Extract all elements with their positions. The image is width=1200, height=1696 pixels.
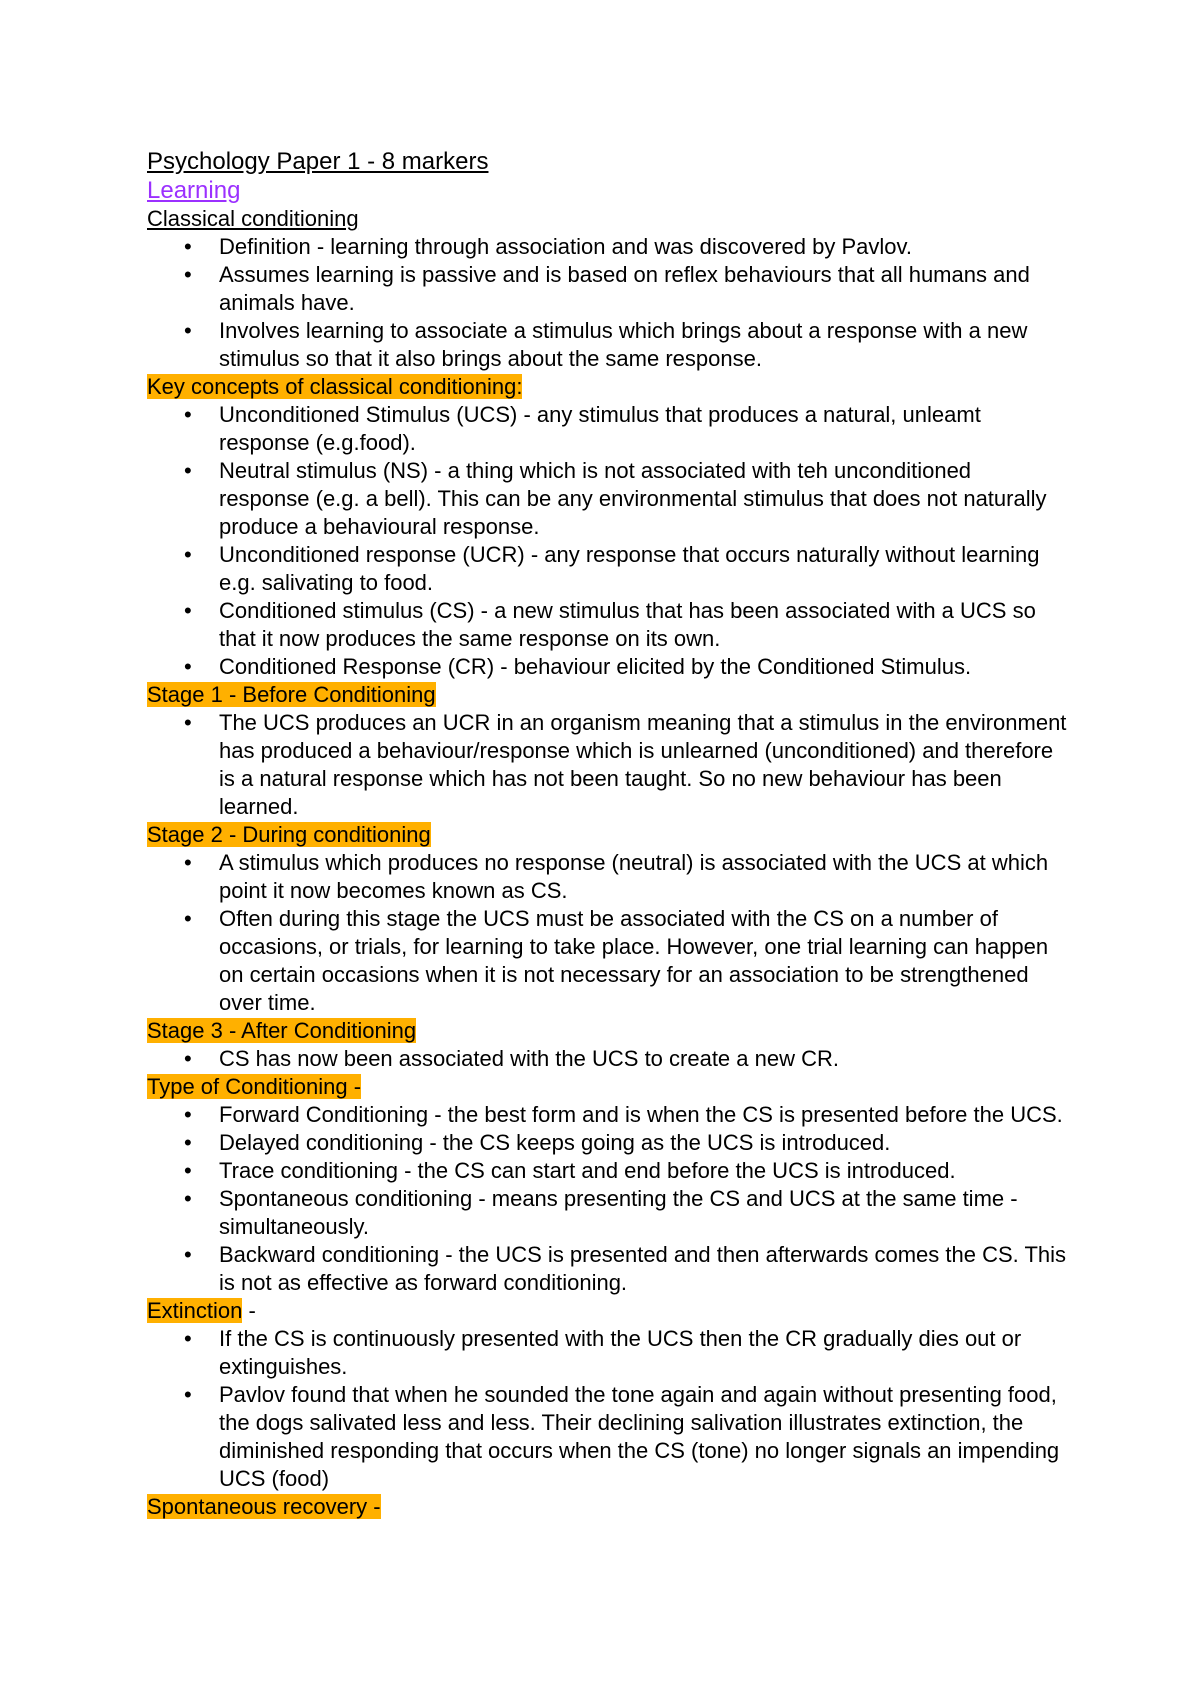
- stage2-list: [147, 849, 1067, 1017]
- list-item-text: Neutral stimulus (NS) - a thing which is not associated with teh unconditioned response (e.g. a bell). This can be any environmental stimulus that does not naturally produce a behavioural response.: [219, 458, 1047, 539]
- list-item: [147, 317, 1067, 373]
- bullet-icon: •: [184, 542, 192, 567]
- bullet-icon: •: [184, 1382, 192, 1407]
- list-item-text: If the CS is continuously presented with the UCS then the CR gradually dies out or extinguishes.: [219, 1326, 1022, 1379]
- bullet-icon: •: [184, 598, 192, 623]
- list-item-text: Definition - learning through association and was discovered by Pavlov.: [219, 234, 912, 259]
- list-item: [147, 1045, 1067, 1073]
- list-item: [147, 597, 1067, 653]
- bullet-icon: •: [184, 1186, 192, 1211]
- key-concepts-list: [147, 401, 1067, 681]
- topic-heading: Classical conditioning: [147, 206, 359, 231]
- bullet-icon: •: [184, 1242, 192, 1267]
- list-item: [147, 1381, 1067, 1493]
- bullet-icon: •: [184, 1326, 192, 1351]
- types-heading: [147, 1073, 1067, 1101]
- list-item-text: Unconditioned response (UCR) - any response that occurs naturally without learning e.g. salivating to food.: [219, 542, 1040, 595]
- stage2-heading: [147, 821, 1067, 849]
- list-item: [147, 1241, 1067, 1297]
- bullet-icon: •: [184, 1130, 192, 1155]
- list-item-text: Often during this stage the UCS must be associated with the CS on a number of occasions, or trials, for learning to take place. However, one trial learning can happen on certain occasions when it is not necessary for an association to be strengthened over time.: [219, 906, 1049, 1015]
- section-heading-learning: Learning: [147, 177, 241, 204]
- bullet-icon: •: [184, 710, 192, 735]
- stage1-heading: [147, 681, 1067, 709]
- list-item: [147, 401, 1067, 457]
- bullet-icon: •: [184, 262, 192, 287]
- list-item-text: Spontaneous conditioning - means presenting the CS and UCS at the same time - simultaneously.: [219, 1186, 1018, 1239]
- types-heading-text: Type of Conditioning -: [147, 1074, 362, 1099]
- list-item-text: Involves learning to associate a stimulus which brings about a response with a new stimulus so that it also brings about the same response.: [219, 318, 1028, 371]
- extinction-list: [147, 1325, 1067, 1493]
- bullet-icon: •: [184, 1158, 192, 1183]
- bullet-icon: •: [184, 850, 192, 875]
- list-item-text: Trace conditioning - the CS can start and end before the UCS is introduced.: [219, 1158, 956, 1183]
- document-title: Psychology Paper 1 - 8 markers: [147, 148, 489, 175]
- bullet-icon: •: [184, 318, 192, 343]
- bullet-icon: •: [184, 1102, 192, 1127]
- stage3-heading-text: Stage 3 - After Conditioning: [147, 1018, 417, 1043]
- list-item-text: Conditioned Response (CR) - behaviour elicited by the Conditioned Stimulus.: [219, 654, 972, 679]
- list-item: [147, 457, 1067, 541]
- bullet-icon: •: [184, 402, 192, 427]
- extinction-heading-trail: -: [242, 1298, 256, 1323]
- list-item: [147, 1157, 1067, 1185]
- types-list: [147, 1101, 1067, 1297]
- list-item: [147, 1129, 1067, 1157]
- bullet-icon: •: [184, 654, 192, 679]
- list-item: [147, 709, 1067, 821]
- bullet-icon: •: [184, 458, 192, 483]
- list-item-text: CS has now been associated with the UCS to create a new CR.: [219, 1046, 839, 1071]
- extinction-heading-text: Extinction: [147, 1298, 243, 1323]
- list-item-text: Backward conditioning - the UCS is presented and then afterwards comes the CS. This is not as effective as forward conditioning.: [219, 1242, 1067, 1295]
- key-concepts-heading-text: Key concepts of classical conditioning:: [147, 374, 523, 399]
- list-item: [147, 261, 1067, 317]
- bullet-icon: •: [184, 234, 192, 259]
- list-item-text: Delayed conditioning - the CS keeps going as the UCS is introduced.: [219, 1130, 891, 1155]
- stage1-heading-text: Stage 1 - Before Conditioning: [147, 682, 436, 707]
- list-item: [147, 233, 1067, 261]
- list-item: [147, 1185, 1067, 1241]
- list-item: [147, 653, 1067, 681]
- recovery-heading: [147, 1493, 1067, 1521]
- stage3-list: [147, 1045, 1067, 1073]
- list-item-text: Forward Conditioning - the best form and is when the CS is presented before the UCS.: [219, 1102, 1063, 1127]
- key-concepts-heading: [147, 373, 1067, 401]
- bullet-icon: •: [184, 906, 192, 931]
- bullet-icon: •: [184, 1046, 192, 1071]
- intro-list: [147, 233, 1067, 373]
- list-item: [147, 905, 1067, 1017]
- list-item: [147, 541, 1067, 597]
- stage2-heading-text: Stage 2 - During conditioning: [147, 822, 431, 847]
- list-item-text: Assumes learning is passive and is based on reflex behaviours that all humans and animals have.: [219, 262, 1030, 315]
- list-item: [147, 1325, 1067, 1381]
- list-item-text: Unconditioned Stimulus (UCS) - any stimulus that produces a natural, unleamt response (e.g.food).: [219, 402, 981, 455]
- stage3-heading: [147, 1017, 1067, 1045]
- list-item-text: Pavlov found that when he sounded the tone again and again without presenting food, the dogs salivated less and less. Their declining salivation illustrates extinction, the diminished responding that occurs when the CS (tone) no longer signals an impending UCS (food): [219, 1382, 1060, 1491]
- list-item-text: Conditioned stimulus (CS) - a new stimulus that has been associated with a UCS so that it now produces the same response on its own.: [219, 598, 1036, 651]
- document-page: [147, 147, 1067, 1521]
- stage1-list: [147, 709, 1067, 821]
- list-item: [147, 849, 1067, 905]
- list-item-text: The UCS produces an UCR in an organism meaning that a stimulus in the environment has produced a behaviour/response which is unlearned (unconditioned) and therefore is a natural response which has not been taught. So no new behaviour has been learned.: [219, 710, 1067, 819]
- list-item-text: A stimulus which produces no response (neutral) is associated with the UCS at which point it now becomes known as CS.: [219, 850, 1049, 903]
- list-item: [147, 1101, 1067, 1129]
- extinction-heading: [147, 1297, 1067, 1325]
- recovery-heading-text: Spontaneous recovery -: [147, 1494, 381, 1519]
